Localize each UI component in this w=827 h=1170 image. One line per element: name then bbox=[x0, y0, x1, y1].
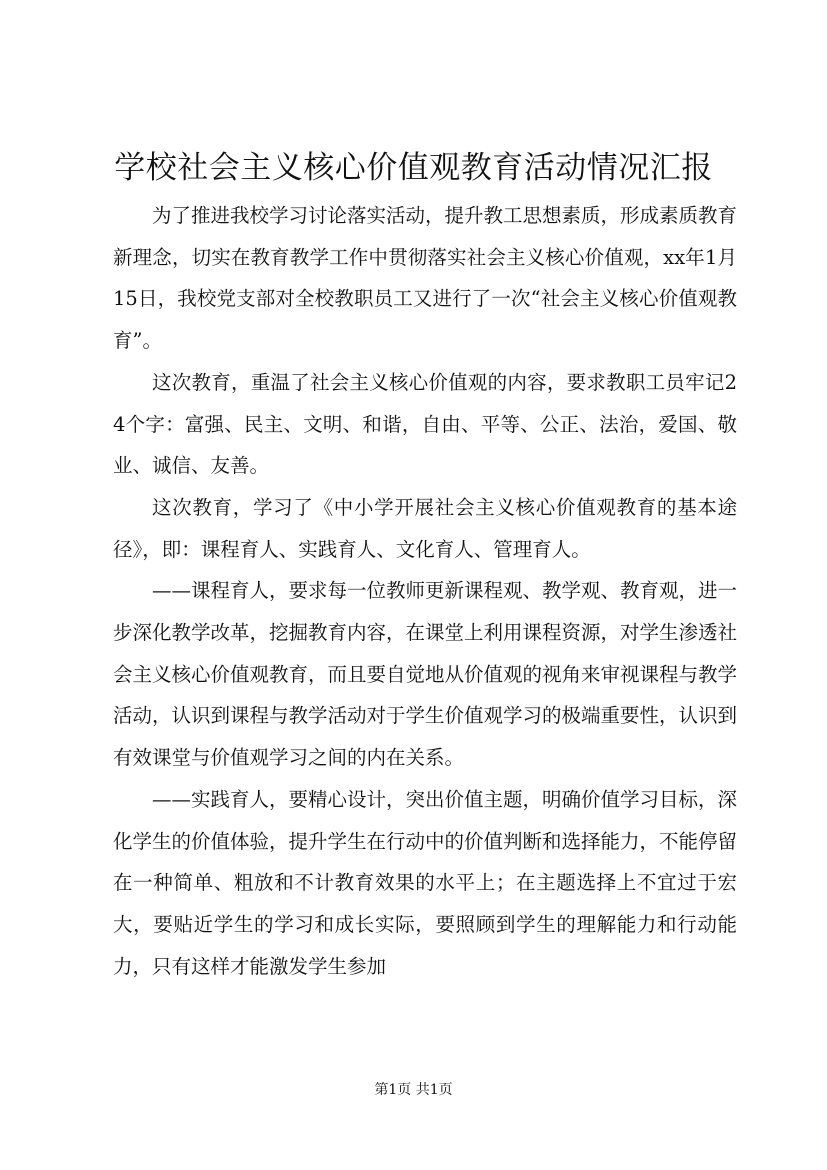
paragraph-core-values: 这次教育，重温了社会主义核心价值观的内容，要求教职工员牢记24个字：富强、民主、文明、和谐，自由、平等、公正、法治，爱国、敬业、诚信、友善。 bbox=[113, 370, 737, 478]
paragraph-basic-approaches: 这次教育，学习了《中小学开展社会主义核心价值观教育的基本途径》，即：课程育人、实践育人、文化育人、管理育人。 bbox=[113, 495, 737, 561]
document-title: 学校社会主义核心价值观教育活动情况汇报 bbox=[114, 150, 713, 186]
page-number-footer: 第1页 共1页 bbox=[374, 1082, 453, 1098]
document-body bbox=[113, 195, 737, 987]
paragraph-intro: 为了推进我校学习讨论落实活动，提升教工思想素质，形成素质教育新理念，切实在教育教学工作中贯彻落实社会主义核心价值观，xx年1月15日，我校党支部对全校教职员工又进行了一次“社会主义核心价值观教育”。 bbox=[113, 204, 738, 353]
paragraph-curriculum-education: ——课程育人，要求每一位教师更新课程观、教学观、教育观，进一步深化教学改革，挖掘教育内容，在课堂上利用课程资源，对学生渗透社会主义核心价值观教育，而且要自觉地从价值观的视角来审视课程与教学活动，认识到课程与教学活动对于学生价值观学习的极端重要性，认识到有效课堂与价值观学习之间的内在关系。 bbox=[113, 579, 738, 770]
paragraph-practice-education: ——实践育人，要精心设计，突出价值主题，明确价值学习目标，深化学生的价值体验，提升学生在行动中的价值判断和选择能力，不能停留在一种简单、粗放和不计教育效果的水平上；在主题选择上不宜过于宏大，要贴近学生的学习和成长实际，要照顾到学生的理解能力和行动能力，只有这样才能激发学生参加 bbox=[113, 787, 738, 978]
